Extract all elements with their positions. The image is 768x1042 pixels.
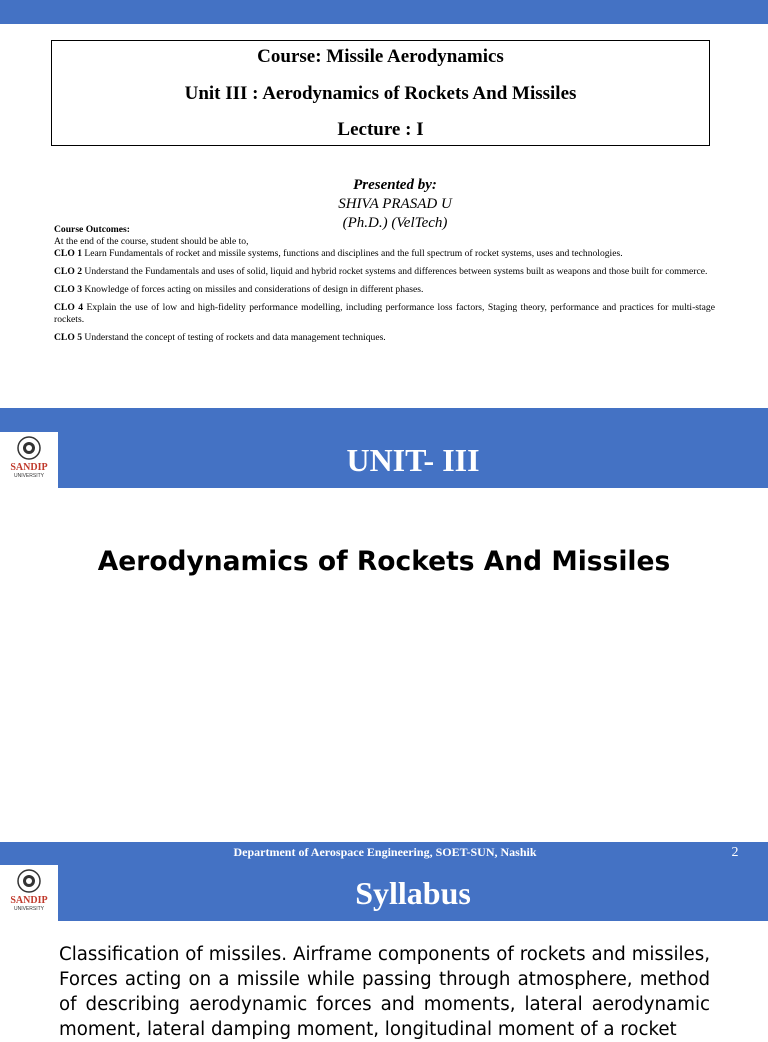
clo-item — [54, 284, 715, 296]
clo-label: CLO 5 — [54, 332, 82, 343]
slide1-bottom-bar — [0, 408, 768, 432]
svg-text:SANDIP: SANDIP — [10, 895, 48, 906]
course-outcomes — [54, 224, 715, 344]
syllabus-body: Classification of missiles. Airframe components of rockets and missiles, Forces acting on a missile while passing through atmosphere, method of describing aerodynamic forces and moments, lateral aerodynamic moment, lateral damping moment, longitudinal moment of a rocket — [59, 944, 710, 1040]
outcomes-heading: Course Outcomes: — [54, 224, 130, 235]
course-title: Course: Missile Aerodynamics — [257, 46, 504, 67]
clo-item — [54, 332, 715, 344]
sandip-logo-icon — [0, 865, 58, 921]
presenter-degree: (Ph.D.) (VelTech) — [342, 215, 448, 231]
syllabus-header-title: Syllabus — [355, 875, 471, 911]
university-logo — [0, 432, 58, 488]
slide-subtitle: Aerodynamics of Rockets And Missiles — [97, 546, 671, 577]
clo-label: CLO 1 — [54, 248, 82, 259]
clo-text: Knowledge of forces acting on missiles and considerations of design in different phases. — [84, 284, 424, 295]
clo-text: Understand the Fundamentals and uses of solid, liquid and hybrid rocket systems and differences between systems built as weapons and those built for commerce. — [84, 266, 708, 277]
university-logo — [0, 865, 58, 921]
clo-text: Understand the concept of testing of rockets and data management techniques. — [84, 332, 386, 343]
unit-header-title: UNIT- III — [346, 442, 480, 478]
unit-header — [0, 432, 768, 488]
clo-label: CLO 2 — [54, 266, 82, 277]
svg-text:SANDIP: SANDIP — [10, 462, 48, 473]
page-number: 2 — [731, 845, 739, 860]
lecture-title: Lecture : I — [337, 119, 424, 140]
unit-title: Unit III : Aerodynamics of Rockets And Missiles — [184, 83, 577, 104]
svg-text:UNIVERSITY: UNIVERSITY — [13, 473, 45, 479]
syllabus-header — [0, 865, 768, 921]
clo-text: Explain the use of low and high-fidelity performance modelling, including performance loss factors, Staging theory, performance and practices for multi-stage rockets. — [54, 302, 715, 325]
clo-item — [54, 302, 715, 326]
clo-text: Learn Fundamentals of rocket and missile systems, functions and disciplines and the full spectrum of rocket systems, uses and technologies. — [84, 248, 623, 259]
presented-by-label: Presented by: — [353, 177, 437, 193]
title-box — [51, 40, 710, 146]
slide1-top-bar — [0, 0, 768, 24]
clo-item — [54, 248, 715, 260]
svg-text:UNIVERSITY: UNIVERSITY — [13, 906, 45, 912]
footer-text: Department of Aerospace Engineering, SOET-SUN, Nashik — [233, 845, 537, 859]
sandip-logo-icon — [0, 432, 58, 488]
clo-label: CLO 4 — [54, 302, 84, 313]
presenter-name: SHIVA PRASAD U — [338, 196, 452, 212]
clo-item — [54, 266, 715, 278]
outcomes-intro: At the end of the course, student should be able to, — [54, 236, 249, 247]
clo-label: CLO 3 — [54, 284, 82, 295]
